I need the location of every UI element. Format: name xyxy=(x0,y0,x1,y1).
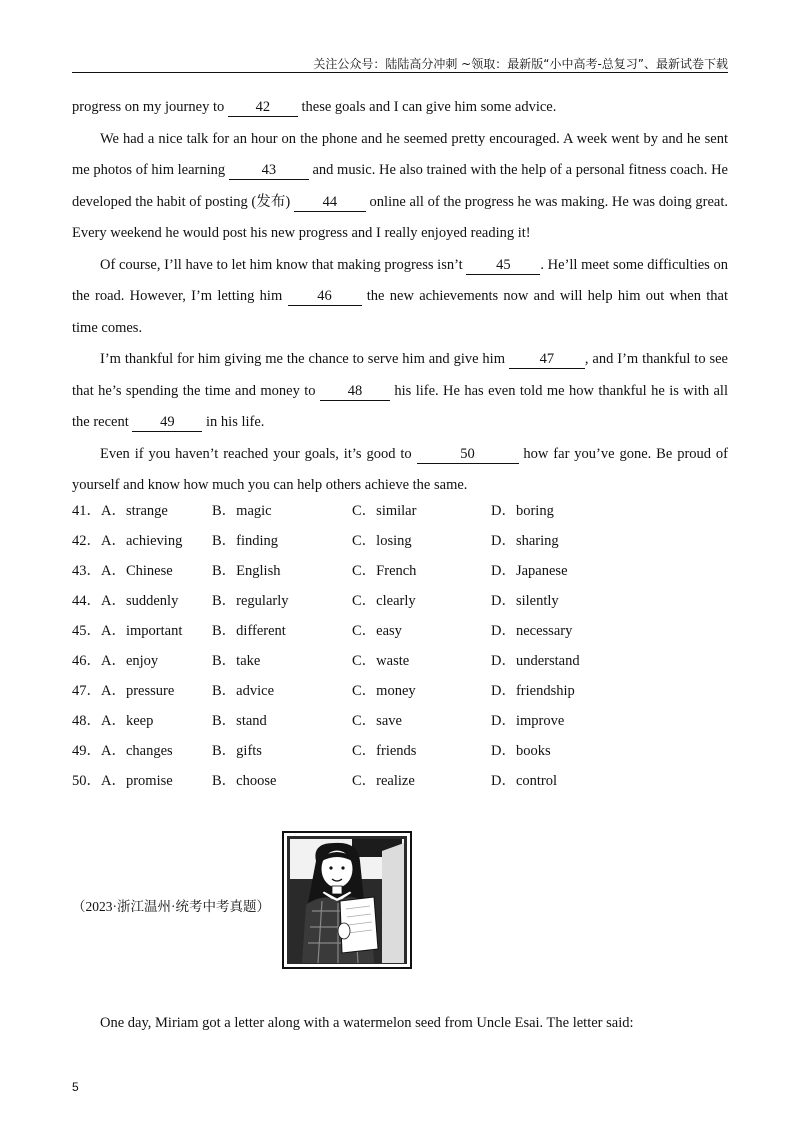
option-row-46 xyxy=(72,646,728,676)
blank-50: 50 xyxy=(417,445,519,464)
paragraph-5 xyxy=(72,439,728,502)
option-d: D．friendship xyxy=(491,683,575,699)
option-b: B．advice xyxy=(212,683,275,699)
option-a: 47．A．pressure xyxy=(72,683,175,699)
option-row-45 xyxy=(72,616,728,646)
option-a: 46．A．enjoy xyxy=(72,653,159,669)
option-c: C．friends xyxy=(352,743,417,759)
blank-42: 42 xyxy=(228,98,298,117)
option-c: C．easy xyxy=(352,623,402,639)
blank-44: 44 xyxy=(294,193,366,212)
option-row-44 xyxy=(72,586,728,616)
blank-45: 45 xyxy=(466,256,540,275)
paragraph-4 xyxy=(72,344,728,439)
passage xyxy=(72,92,728,502)
option-b: B．regularly xyxy=(212,593,289,609)
story-intro: One day, Miriam got a letter along with a watermelon seed from Uncle Esai. The letter said: xyxy=(100,1015,634,1031)
option-row-41 xyxy=(72,496,728,526)
paragraph-3 xyxy=(72,250,728,345)
blank-48: 48 xyxy=(320,382,390,401)
text: Of course, I’ll have to let him know that making progress isn’t xyxy=(100,256,467,273)
option-d: D．silently xyxy=(491,593,559,609)
option-b: B．stand xyxy=(212,713,267,729)
text: and music. He also trained with the help of a personal fitness coach. He developed the habit of posting (发布) xyxy=(72,162,728,210)
text: the new achievements now and will help him out when that time comes. xyxy=(72,288,728,336)
answer-options xyxy=(72,496,728,796)
page-number: 5 xyxy=(72,1080,79,1094)
header-rule xyxy=(72,72,728,73)
option-row-47 xyxy=(72,676,728,706)
option-c: C．French xyxy=(352,563,417,579)
text: . He’ll meet some difficulties on the road. However, I’m letting him xyxy=(72,256,728,304)
text: in his life. xyxy=(202,414,265,430)
option-c: C．clearly xyxy=(352,593,416,609)
option-row-49 xyxy=(72,736,728,766)
option-d: D．Japanese xyxy=(491,563,568,579)
option-d: D．understand xyxy=(491,653,580,669)
option-c: C．save xyxy=(352,713,402,729)
option-b: B．choose xyxy=(212,773,277,789)
option-row-50 xyxy=(72,766,728,796)
option-b: B．finding xyxy=(212,533,279,549)
text: how far you’ve gone. Be proud of yourself and know how much you can help others achieve the same. xyxy=(72,445,728,493)
blank-47: 47 xyxy=(509,350,585,369)
option-d: D．improve xyxy=(491,713,565,729)
option-a: 48．A．keep xyxy=(72,713,154,729)
option-d: D．necessary xyxy=(491,623,573,639)
question-source: （2023·浙江温州·统考中考真题） xyxy=(72,899,270,914)
option-d: D．control xyxy=(491,773,558,789)
option-c: C．money xyxy=(352,683,416,699)
text: I’m thankful for him giving me the chance to serve him and give him xyxy=(100,351,509,367)
page-header: 关注公众号：陆陆高分冲刺 ~领取：最新版“小中高考-总复习”、最新试卷下载 xyxy=(313,57,728,71)
option-b: B．English xyxy=(212,563,281,579)
option-d: D．boring xyxy=(491,503,554,519)
option-c: C．similar xyxy=(352,503,417,519)
paragraph-2 xyxy=(72,124,728,250)
blank-46: 46 xyxy=(288,287,362,306)
option-d: D．sharing xyxy=(491,533,559,549)
option-b: B．gifts xyxy=(212,743,262,759)
option-b: B．different xyxy=(212,623,286,639)
option-a: 45．A．important xyxy=(72,623,183,639)
option-a: 41．A．strange xyxy=(72,503,168,519)
text: , and I’m thankful to see that he’s spending the time and money to xyxy=(72,351,728,399)
option-c: C．realize xyxy=(352,773,415,789)
paragraph-1 xyxy=(72,92,728,124)
option-c: C．losing xyxy=(352,533,412,549)
option-c: C．waste xyxy=(352,653,410,669)
option-a: 44．A．suddenly xyxy=(72,593,179,609)
option-a: 50．A．promise xyxy=(72,773,173,789)
text: online all of the progress he was making. He was doing great. Every weekend he would post his new progress and I really enjoyed reading it! xyxy=(72,193,728,241)
text: Even if you haven’t reached your goals, it’s good to xyxy=(100,445,417,462)
blank-49: 49 xyxy=(132,413,202,432)
option-b: B．magic xyxy=(212,503,272,519)
option-a: 43．A．Chinese xyxy=(72,563,173,579)
option-row-48 xyxy=(72,706,728,736)
text: We had a nice talk for an hour on the phone and he seemed pretty encouraged. A week went by and he sent me photos of him learning xyxy=(72,130,728,178)
text: progress on my journey to xyxy=(72,99,228,115)
option-row-43 xyxy=(72,556,728,586)
text: these goals and I can give him some advice. xyxy=(297,99,557,115)
option-b: B．take xyxy=(212,653,261,669)
blank-43: 43 xyxy=(229,161,309,180)
text: his life. He has even told me how thankful he is with all the recent xyxy=(72,382,728,430)
girl-reading-letter-illustration xyxy=(282,831,412,969)
option-a: 42．A．achieving xyxy=(72,533,183,549)
option-row-42 xyxy=(72,526,728,556)
option-d: D．books xyxy=(491,743,551,759)
option-a: 49．A．changes xyxy=(72,743,173,759)
